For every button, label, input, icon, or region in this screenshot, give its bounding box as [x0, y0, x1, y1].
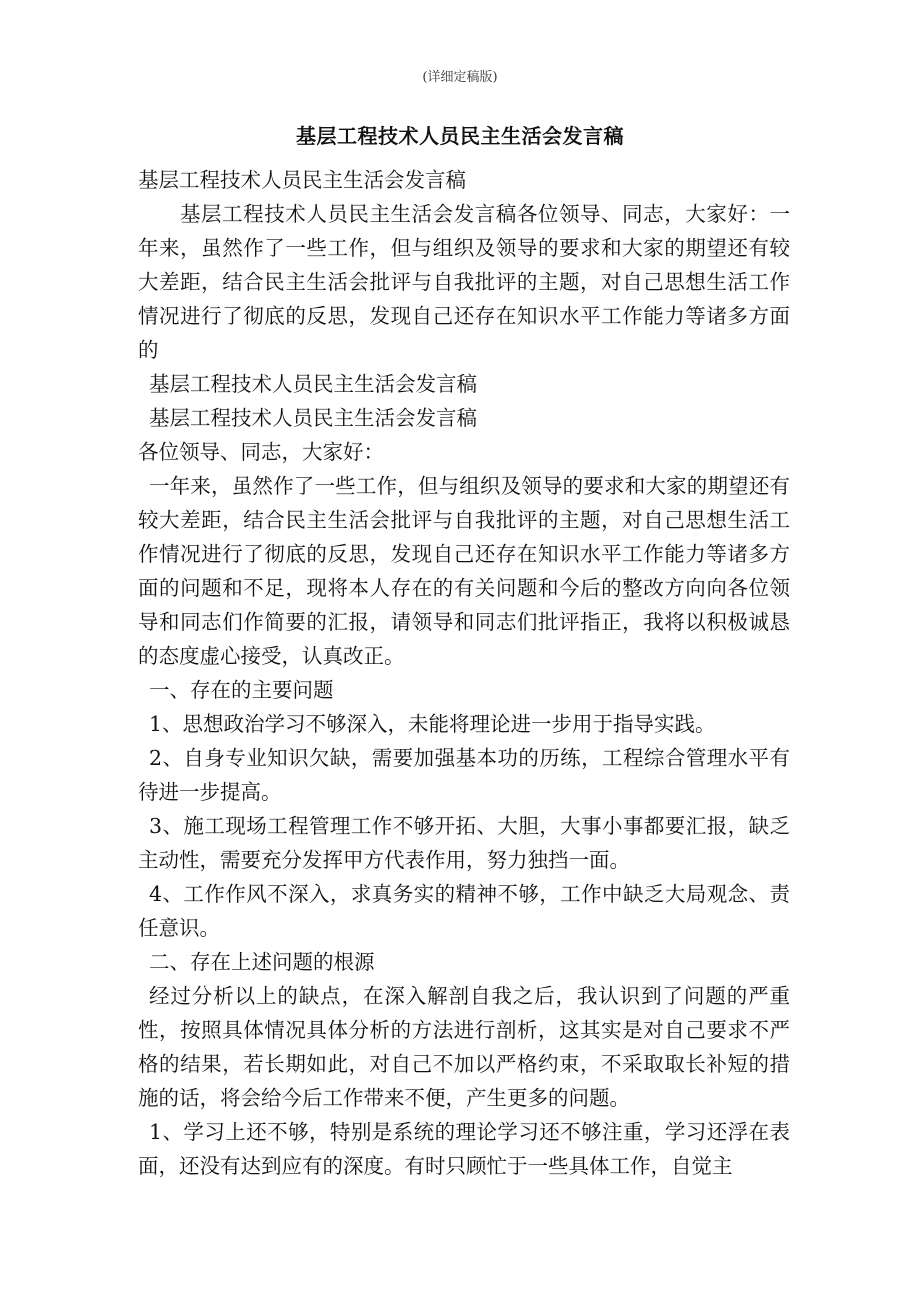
paragraph: 一年来，虽然作了一些工作，但与组织及领导的要求和大家的期望还有较大差距，结合民主生活会批评与自我批评的主题，对自己思想生活工作情况进行了彻底的反思，发现自己还存在知识水平工作能力等诸多方面的问题和不足，现将本人存在的有关问题和今后的整改方向向各位领导和同志们作简要的汇报，请领导和同志们批评指正，我将以积极诚恳的态度虚心接受，认真改正。 [138, 474, 790, 668]
section-heading: 二、存在上述问题的根源 [149, 950, 375, 974]
paragraph: 基层工程技术人员民主生活会发言稿 [149, 372, 477, 396]
list-item: 2、自身专业知识欠缺，需要加强基本功的历练，工程综合管理水平有待进一步提高。 [138, 746, 790, 804]
document-body [138, 163, 790, 1183]
paragraph: 基层工程技术人员民主生活会发言稿各位领导、同志，大家好：一年来，虽然作了一些工作，但与组织及领导的要求和大家的期望还有较大差距，结合民主生活会批评与自我批评的主题，对自己思想生活工作情况进行了彻底的反思，发现自己还存在知识水平工作能力等诸多方面的 [138, 202, 790, 362]
paragraph: 基层工程技术人员民主生活会发言稿 [149, 406, 477, 430]
section-heading: 一、存在的主要问题 [149, 678, 334, 702]
list-item: 3、施工现场工程管理工作不够开拓、大胆，大事小事都要汇报，缺乏主动性，需要充分发挥甲方代表作用，努力独挡一面。 [138, 814, 790, 872]
list-item: 4、工作作风不深入，求真务实的精神不够，工作中缺乏大局观念、责任意识。 [138, 882, 790, 940]
list-item: 1、思想政治学习不够深入，未能将理论进一步用于指导实践。 [149, 712, 716, 736]
paragraph: 各位领导、同志，大家好： [138, 440, 384, 464]
paragraph: 基层工程技术人员民主生活会发言稿 [138, 168, 466, 192]
document-title: 基层工程技术人员民主生活会发言稿 [296, 124, 624, 148]
version-note: (详细定稿版) [422, 70, 498, 85]
list-item: 1、学习上还不够，特别是系统的理论学习还不够注重，学习还浮在表面，还没有达到应有的深度。有时只顾忙于一些具体工作，自觉主 [138, 1120, 790, 1178]
paragraph: 经过分析以上的缺点，在深入解剖自我之后，我认识到了问题的严重性，按照具体情况具体分析的方法进行剖析，这其实是对自己要求不严格的结果，若长期如此，对自己不加以严格约束，不采取取长补短的措施的话，将会给今后工作带来不便，产生更多的问题。 [138, 984, 790, 1110]
